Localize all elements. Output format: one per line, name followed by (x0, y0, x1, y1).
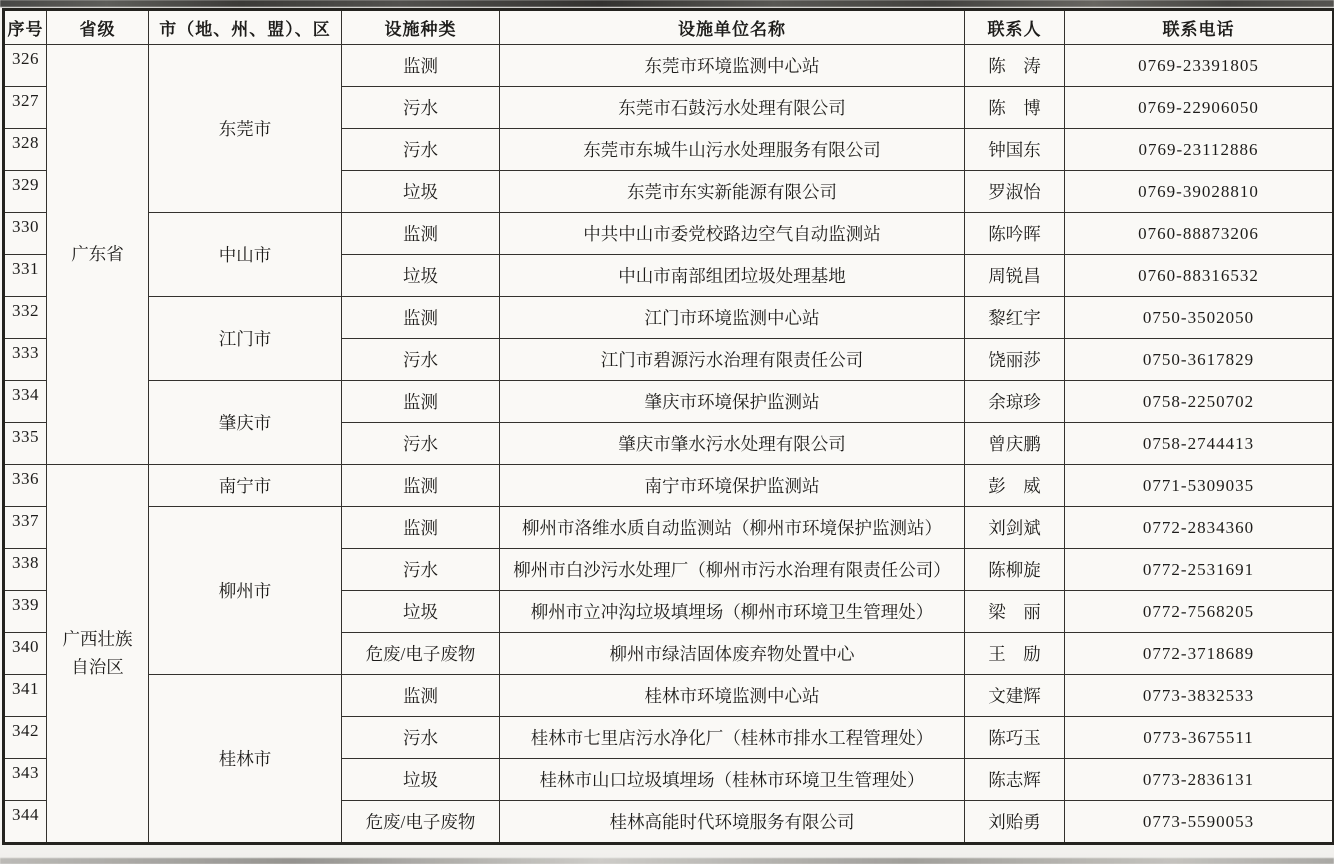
contact-phone-cell: 0773-3675511 (1065, 717, 1334, 759)
city-cell: 中山市 (149, 213, 342, 297)
serial-number-cell: 340 (4, 633, 47, 675)
contact-phone-cell: 0769-23391805 (1065, 45, 1334, 87)
facility-name-cell: 桂林市环境监测中心站 (500, 675, 965, 717)
table-row (4, 213, 1334, 255)
scan-edge-top-artifact (0, 0, 1334, 7)
facility-type-cell: 危废/电子废物 (342, 633, 500, 675)
contact-person-cell: 陈柳旋 (965, 549, 1065, 591)
facility-name-cell: 东莞市东实新能源有限公司 (500, 171, 965, 213)
contact-person-cell: 陈 博 (965, 87, 1065, 129)
contact-phone-cell: 0769-39028810 (1065, 171, 1334, 213)
facility-type-cell: 垃圾 (342, 255, 500, 297)
table-row (4, 507, 1334, 549)
facility-contact-table (2, 8, 1334, 845)
contact-phone-cell: 0758-2744413 (1065, 423, 1334, 465)
facility-name-cell: 江门市环境监测中心站 (500, 297, 965, 339)
scan-edge-bottom-artifact (0, 858, 1334, 864)
facility-type-cell: 垃圾 (342, 171, 500, 213)
facility-name-cell: 柳州市绿洁固体废弃物处置中心 (500, 633, 965, 675)
contact-phone-cell: 0769-23112886 (1065, 129, 1334, 171)
contact-person-cell: 黎红宇 (965, 297, 1065, 339)
facility-name-cell: 柳州市洛维水质自动监测站（柳州市环境保护监测站） (500, 507, 965, 549)
contact-phone-cell: 0772-2834360 (1065, 507, 1334, 549)
facility-name-cell: 柳州市立冲沟垃圾填埋场（柳州市环境卫生管理处） (500, 591, 965, 633)
table-row (4, 45, 1334, 87)
city-cell: 南宁市 (149, 465, 342, 507)
facility-name-cell: 桂林市七里店污水净化厂（桂林市排水工程管理处） (500, 717, 965, 759)
serial-number-cell: 336 (4, 465, 47, 507)
serial-number-cell: 337 (4, 507, 47, 549)
contact-phone-cell: 0773-2836131 (1065, 759, 1334, 801)
facility-type-cell: 监测 (342, 213, 500, 255)
city-cell: 东莞市 (149, 45, 342, 213)
facility-name-cell: 肇庆市肇水污水处理有限公司 (500, 423, 965, 465)
city-cell: 肇庆市 (149, 381, 342, 465)
serial-number-cell: 330 (4, 213, 47, 255)
serial-number-cell: 329 (4, 171, 47, 213)
facility-name-cell: 东莞市东城牛山污水处理服务有限公司 (500, 129, 965, 171)
contact-person-cell: 文建辉 (965, 675, 1065, 717)
facility-type-cell: 污水 (342, 717, 500, 759)
header-row (4, 10, 1334, 45)
province-cell: 广东省 (47, 45, 149, 465)
contact-person-cell: 曾庆鹏 (965, 423, 1065, 465)
province-cell: 广西壮族自治区 (47, 465, 149, 844)
contact-person-cell: 陈巧玉 (965, 717, 1065, 759)
city-cell: 江门市 (149, 297, 342, 381)
contact-phone-cell: 0772-7568205 (1065, 591, 1334, 633)
facility-type-cell: 污水 (342, 549, 500, 591)
contact-phone-cell: 0758-2250702 (1065, 381, 1334, 423)
header-contact-phone: 联系电话 (1065, 10, 1334, 45)
facility-name-cell: 东莞市环境监测中心站 (500, 45, 965, 87)
contact-person-cell: 陈 涛 (965, 45, 1065, 87)
facility-name-cell: 东莞市石鼓污水处理有限公司 (500, 87, 965, 129)
facility-name-cell: 桂林市山口垃圾填埋场（桂林市环境卫生管理处） (500, 759, 965, 801)
header-contact-person: 联系人 (965, 10, 1065, 45)
serial-number-cell: 339 (4, 591, 47, 633)
header-city: 市（地、州、盟）、区 (149, 10, 342, 45)
facility-name-cell: 中山市南部组团垃圾处理基地 (500, 255, 965, 297)
facility-name-cell: 南宁市环境保护监测站 (500, 465, 965, 507)
facility-type-cell: 监测 (342, 381, 500, 423)
serial-number-cell: 333 (4, 339, 47, 381)
serial-number-cell: 327 (4, 87, 47, 129)
contact-phone-cell: 0769-22906050 (1065, 87, 1334, 129)
contact-person-cell: 钟国东 (965, 129, 1065, 171)
table-row (4, 675, 1334, 717)
header-province: 省级 (47, 10, 149, 45)
serial-number-cell: 332 (4, 297, 47, 339)
serial-number-cell: 338 (4, 549, 47, 591)
facility-type-cell: 监测 (342, 507, 500, 549)
contact-phone-cell: 0750-3617829 (1065, 339, 1334, 381)
contact-person-cell: 饶丽莎 (965, 339, 1065, 381)
contact-person-cell: 余琼珍 (965, 381, 1065, 423)
serial-number-cell: 334 (4, 381, 47, 423)
facility-name-cell: 中共中山市委党校路边空气自动监测站 (500, 213, 965, 255)
serial-number-cell: 343 (4, 759, 47, 801)
facility-type-cell: 污水 (342, 87, 500, 129)
contact-person-cell: 陈吟晖 (965, 213, 1065, 255)
header-facility-type: 设施种类 (342, 10, 500, 45)
serial-number-cell: 328 (4, 129, 47, 171)
city-cell: 桂林市 (149, 675, 342, 844)
facility-type-cell: 污水 (342, 129, 500, 171)
serial-number-cell: 342 (4, 717, 47, 759)
contact-phone-cell: 0750-3502050 (1065, 297, 1334, 339)
contact-phone-cell: 0771-5309035 (1065, 465, 1334, 507)
facility-name-cell: 江门市碧源污水治理有限责任公司 (500, 339, 965, 381)
contact-person-cell: 梁 丽 (965, 591, 1065, 633)
header-serial-number: 序号 (4, 10, 47, 45)
facility-type-cell: 监测 (342, 297, 500, 339)
facility-type-cell: 污水 (342, 339, 500, 381)
contact-phone-cell: 0772-2531691 (1065, 549, 1334, 591)
facility-name-cell: 肇庆市环境保护监测站 (500, 381, 965, 423)
contact-phone-cell: 0760-88316532 (1065, 255, 1334, 297)
contact-person-cell: 彭 威 (965, 465, 1065, 507)
table-row (4, 297, 1334, 339)
table-row (4, 381, 1334, 423)
table-row (4, 465, 1334, 507)
contact-phone-cell: 0760-88873206 (1065, 213, 1334, 255)
contact-person-cell: 周锐昌 (965, 255, 1065, 297)
facility-type-cell: 监测 (342, 45, 500, 87)
header-facility-name: 设施单位名称 (500, 10, 965, 45)
contact-person-cell: 刘剑斌 (965, 507, 1065, 549)
contact-person-cell: 陈志辉 (965, 759, 1065, 801)
contact-person-cell: 罗淑怡 (965, 171, 1065, 213)
serial-number-cell: 344 (4, 801, 47, 844)
city-cell: 柳州市 (149, 507, 342, 675)
facility-type-cell: 垃圾 (342, 759, 500, 801)
contact-phone-cell: 0773-5590053 (1065, 801, 1334, 844)
contact-phone-cell: 0772-3718689 (1065, 633, 1334, 675)
serial-number-cell: 341 (4, 675, 47, 717)
facility-type-cell: 污水 (342, 423, 500, 465)
serial-number-cell: 335 (4, 423, 47, 465)
contact-person-cell: 刘贻勇 (965, 801, 1065, 844)
facility-name-cell: 柳州市白沙污水处理厂（柳州市污水治理有限责任公司） (500, 549, 965, 591)
facility-type-cell: 危废/电子废物 (342, 801, 500, 844)
facility-name-cell: 桂林高能时代环境服务有限公司 (500, 801, 965, 844)
contact-phone-cell: 0773-3832533 (1065, 675, 1334, 717)
serial-number-cell: 326 (4, 45, 47, 87)
facility-type-cell: 监测 (342, 675, 500, 717)
facility-type-cell: 监测 (342, 465, 500, 507)
serial-number-cell: 331 (4, 255, 47, 297)
contact-person-cell: 王 励 (965, 633, 1065, 675)
facility-type-cell: 垃圾 (342, 591, 500, 633)
